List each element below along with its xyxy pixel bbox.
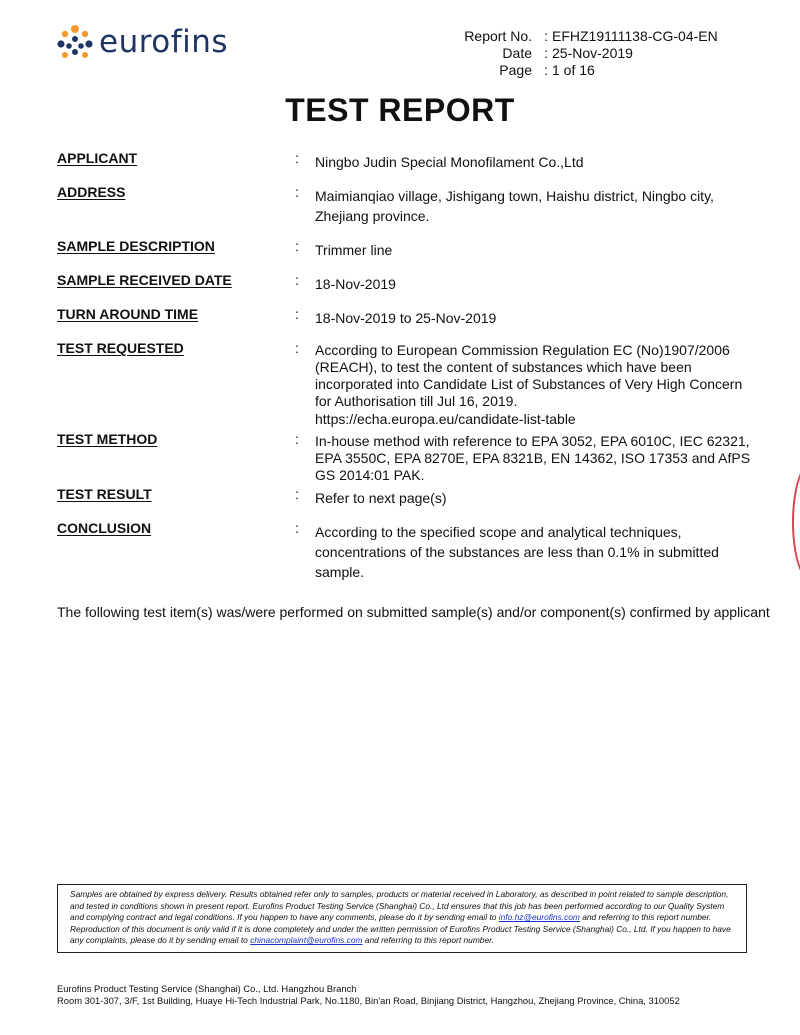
field-value: Ningbo Judin Special Monofilament Co.,Ltd <box>315 154 584 170</box>
logo-text: eurofins <box>99 23 229 60</box>
test-requested-text: According to European Commission Regulation EC (No)1907/2006 (REACH), to test the content of substances which have been incorporated into Candidate List of Substances of Very High Concern for Authorisation till Jul 16, 2019. <box>315 342 743 409</box>
report-no-value: EFHZ19111138-CG-04-EN <box>552 28 718 44</box>
field-label: CONCLUSION <box>57 520 152 536</box>
disclaimer-text: and referring to this report number. Reproduction of this document is only valid if it is done completely and under the written permission of Eurofins Product Testing Service (Shanghai) Co., Ltd. If you happen to have any complaints, please do it by sending email to <box>70 912 731 946</box>
info-email-link[interactable]: info.hz@eurofins.com <box>498 912 580 923</box>
date-value: 25-Nov-2019 <box>552 45 633 61</box>
report-no-row <box>430 28 718 45</box>
field-label: APPLICANT <box>57 150 138 166</box>
eurofins-logo <box>57 24 228 60</box>
candidate-list-url: https://echa.europa.eu/candidate-list-table <box>315 411 576 427</box>
field-label: TEST REQUESTED <box>57 340 184 356</box>
page-row <box>430 62 718 79</box>
field-label: SAMPLE RECEIVED DATE <box>57 272 232 288</box>
field-colon: : <box>295 184 299 200</box>
field-value: According to the specified scope and analytical techniques, concentrations of the substances are less than 0.1% in submitted sample. <box>315 524 719 580</box>
intro-statement: The following test item(s) was/were performed on submitted sample(s) and/or component(s) confirmed by applicant <box>57 604 770 620</box>
field-colon: : <box>295 340 299 356</box>
field-colon: : <box>295 306 299 322</box>
complaint-email-link[interactable]: chinacomplaint@eurofins.com <box>250 935 363 946</box>
meta-colon: : <box>544 28 548 44</box>
footer-room-address: Room 301-307, 3/F, 1st Building, Huaye Hi-Tech Industrial Park, No.1180, Bin'an Road, Binjiang District, Hangzhou, Zhejiang Province, China, 310052 <box>57 995 680 1006</box>
field-colon: : <box>295 431 299 447</box>
disclaimer-text: and referring to this report number. <box>362 935 494 946</box>
page-title: TEST REPORT <box>285 92 515 128</box>
meta-colon: : <box>544 45 548 61</box>
field-colon: : <box>295 238 299 254</box>
footer-company: Eurofins Product Testing Service (Shanghai) Co., Ltd. Hangzhou Branch <box>57 983 357 994</box>
field-label: TEST RESULT <box>57 486 152 502</box>
field-label: TURN AROUND TIME <box>57 306 199 322</box>
field-colon: : <box>295 520 299 536</box>
footer-address <box>57 983 680 1007</box>
red-stamp <box>792 460 800 584</box>
field-value: Maimianqiao village, Jishigang town, Haishu district, Ningbo city, Zhejiang province. <box>315 188 714 224</box>
disclaimer-text: Samples are obtained by express delivery. Results obtained refer only to samples, products or material received in Laboratory, as described in point related to sample description, and tested in conditions shown in present report. Eurofins Product Testing Service (Shanghai) Co., Ltd ensures that this job has been performed according to our Quality System and complying contract and legal conditions. If you happen to have any comments, please do it by sending email to <box>70 889 729 923</box>
field-value: Trimmer line <box>315 242 393 258</box>
field-value: In-house method with reference to EPA 3052, EPA 6010C, IEC 62321, EPA 3550C, EPA 8270E, EPA 8321B, EN 14362, ISO 17353 and AfPS GS 2014:01 PAK. <box>315 433 751 483</box>
field-colon: : <box>295 486 299 502</box>
field-value: 18-Nov-2019 to 25-Nov-2019 <box>315 310 497 326</box>
field-label: ADDRESS <box>57 184 126 200</box>
field-value <box>315 342 760 428</box>
eurofins-dots-icon <box>57 24 93 60</box>
report-no-label: Report No. <box>464 28 532 44</box>
date-label: Date <box>502 45 532 61</box>
field-value: Refer to next page(s) <box>315 490 447 506</box>
page-value: 1 of 16 <box>552 62 595 78</box>
meta-colon: : <box>544 62 548 78</box>
field-value: 18-Nov-2019 <box>315 276 396 292</box>
disclaimer-box <box>57 884 747 953</box>
page-label: Page <box>499 62 532 78</box>
field-colon: : <box>295 150 299 166</box>
date-row <box>430 45 718 62</box>
field-label: SAMPLE DESCRIPTION <box>57 238 215 254</box>
report-meta <box>430 28 718 79</box>
field-label: TEST METHOD <box>57 431 158 447</box>
field-colon: : <box>295 272 299 288</box>
